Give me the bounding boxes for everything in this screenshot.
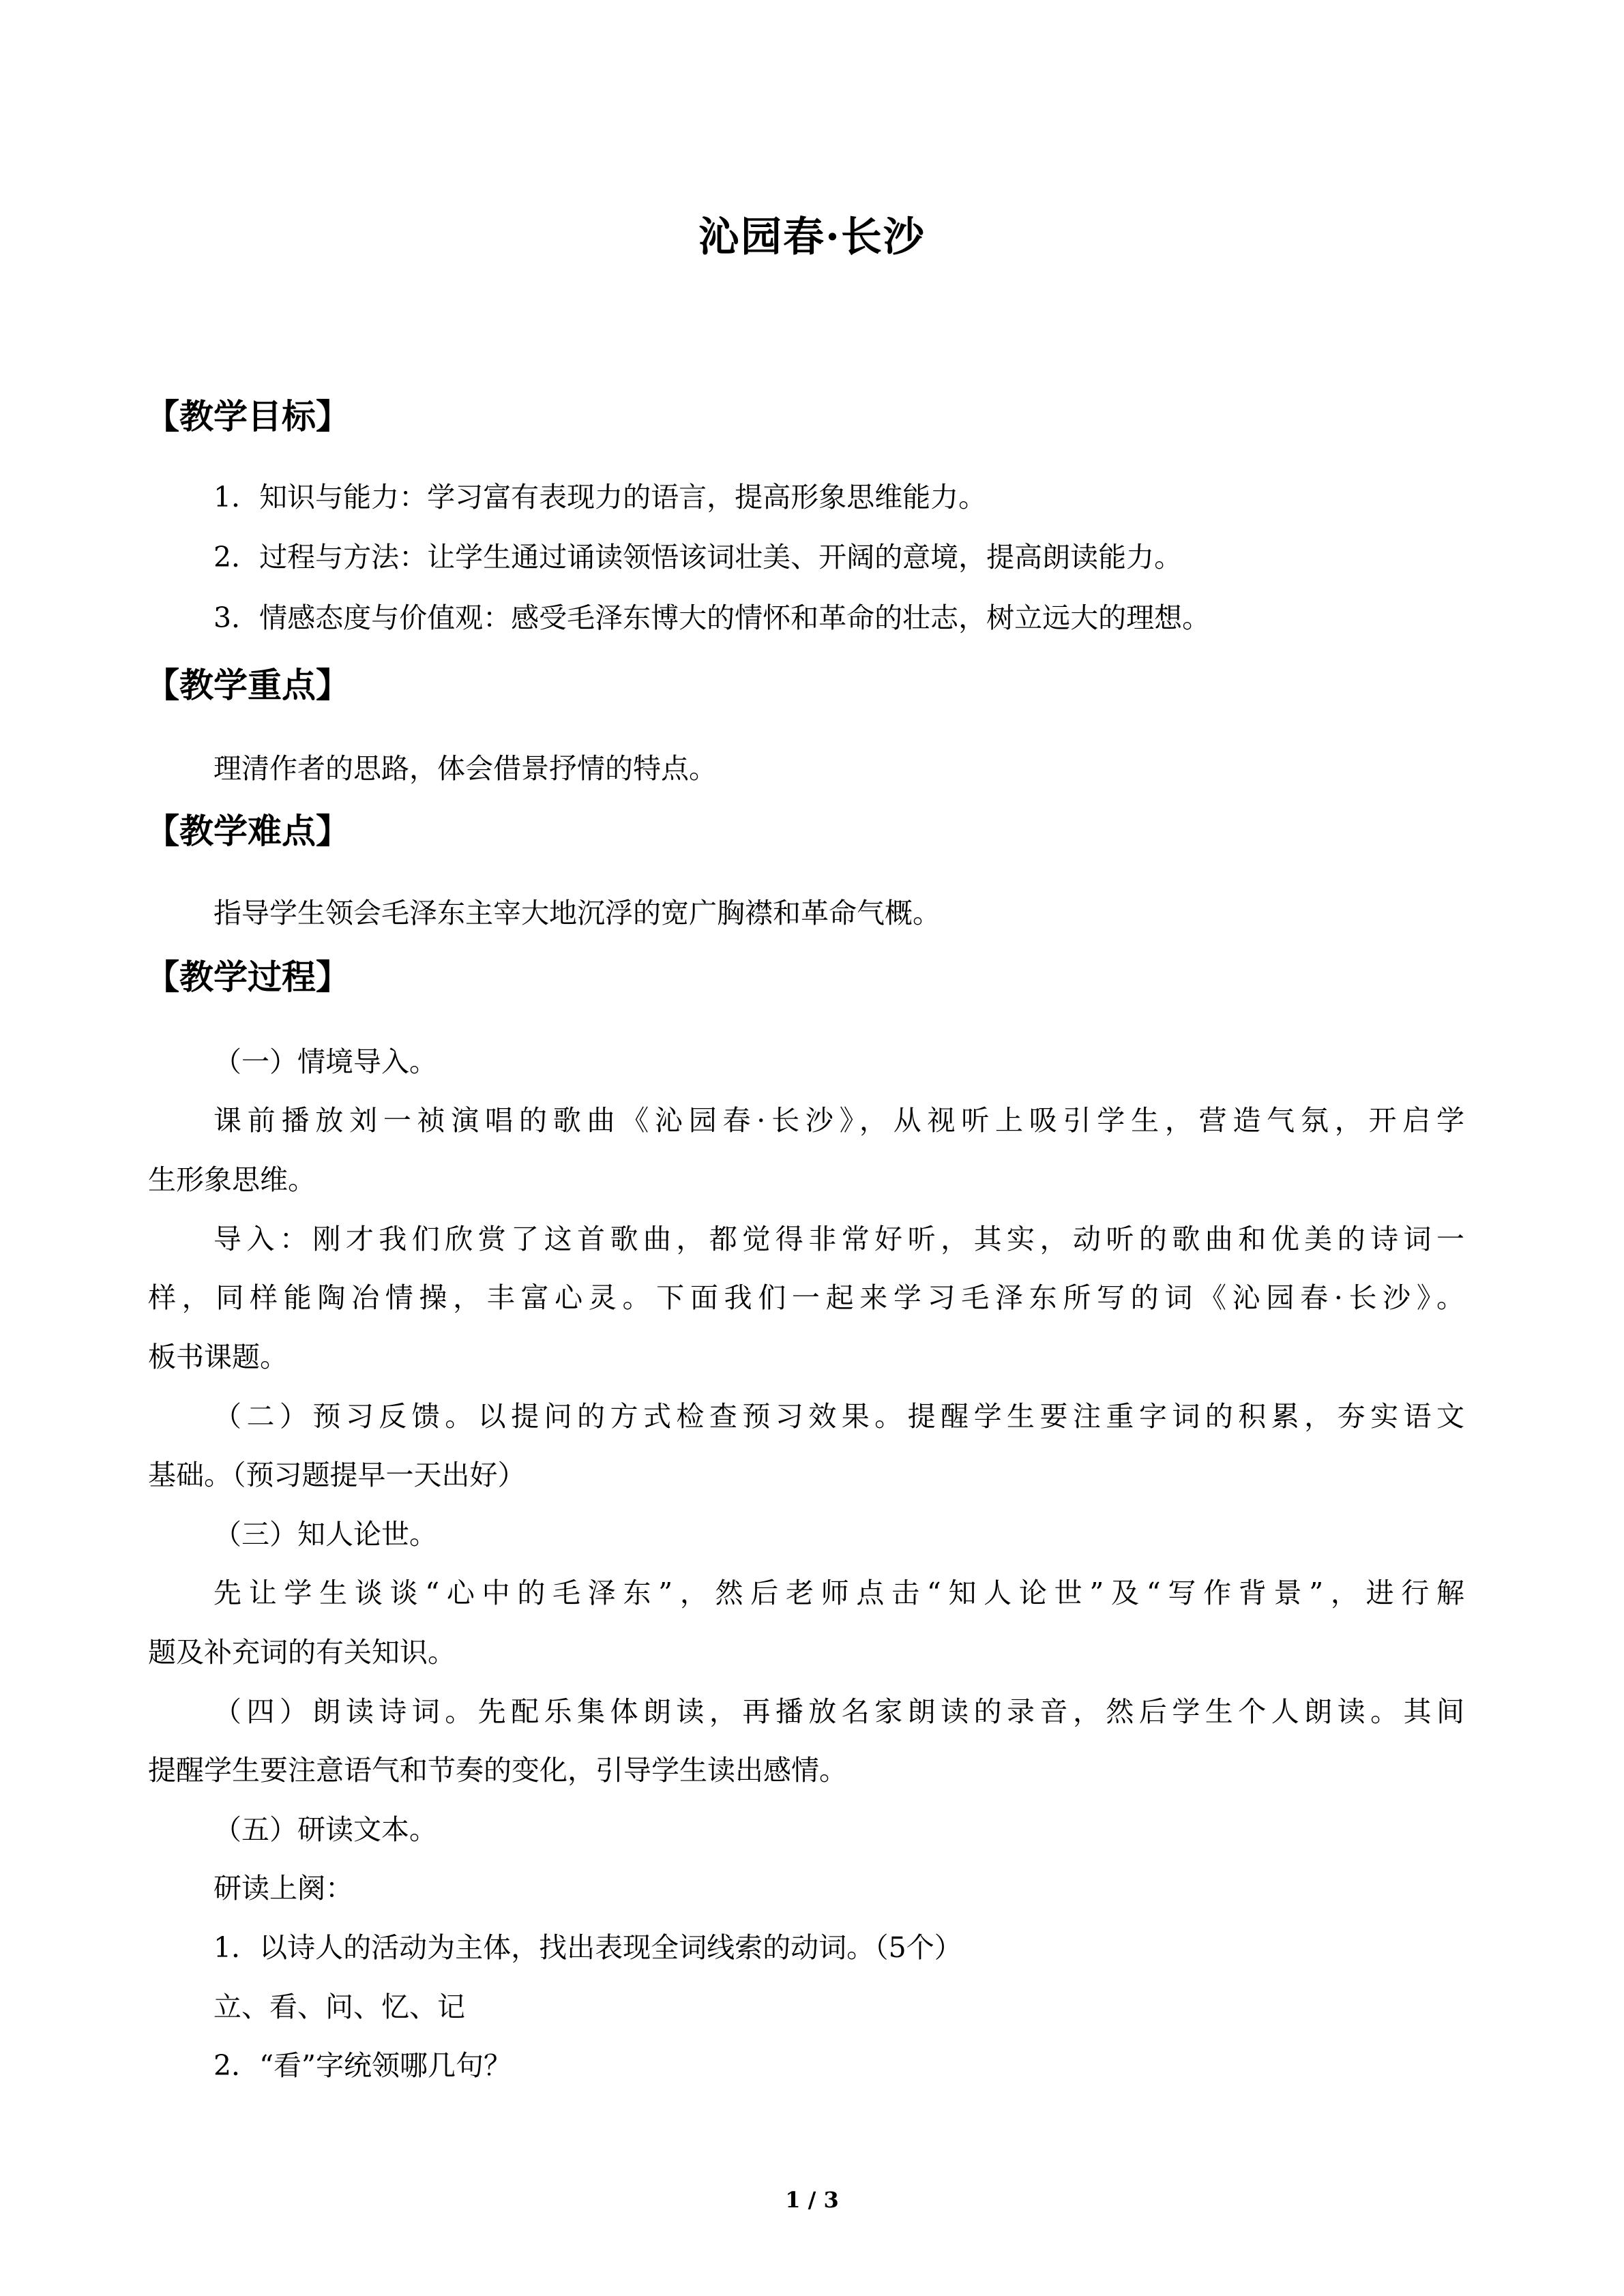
difficulties-text: 指导学生领会毛泽东主宰大地沉浮的宽广胸襟和革命气概。: [213, 897, 941, 929]
process-line: 2．“看”字统领哪几句？: [213, 2049, 512, 2082]
process-line: 研读上阕：: [213, 1872, 353, 1905]
section-heading-key-points: 【教学重点】: [145, 665, 350, 705]
page-number: 1 / 3: [785, 2187, 839, 2213]
process-line: 提醒学生要注意语气和节奏的变化，引导学生读出感情。: [148, 1754, 847, 1787]
section-heading-process: 【教学过程】: [145, 957, 350, 997]
process-line: （五）研读文本。: [213, 1813, 437, 1846]
process-line: 板书课题。: [148, 1341, 288, 1373]
process-line: 先让学生谈谈“心中的毛泽东”，然后老师点击“知人论世”及“写作背景”，进行解: [213, 1577, 1464, 1609]
process-line: 课前播放刘一祯演唱的歌曲《沁园春·长沙》，从视听上吸引学生，营造气氛，开启学: [213, 1104, 1464, 1137]
process-line: 样，同样能陶冶情操，丰富心灵。下面我们一起来学习毛泽东所写的词《沁园春·长沙》。: [148, 1281, 1464, 1314]
process-line: （一）情境导入。: [213, 1045, 437, 1078]
process-line: （二）预习反馈。以提问的方式检查预习效果。提醒学生要注重字词的积累，夯实语文: [213, 1400, 1464, 1433]
process-line: （三）知人论世。: [213, 1518, 437, 1551]
process-line: 1．以诗人的活动为主体，找出表现全词线索的动词。（5个）: [213, 1931, 962, 1964]
objective-item: 3．情感态度与价值观：感受毛泽东博大的情怀和革命的壮志，树立远大的理想。: [213, 601, 1211, 634]
key-points-text: 理清作者的思路，体会借景抒情的特点。: [213, 752, 717, 785]
process-line: 立、看、问、忆、记: [213, 1991, 465, 2023]
process-line: （四）朗读诗词。先配乐集体朗读，再播放名家朗读的录音，然后学生个人朗读。其间: [213, 1695, 1464, 1728]
objective-item: 1．知识与能力：学习富有表现力的语言，提高形象思维能力。: [213, 481, 987, 513]
objective-item: 2．过程与方法：让学生通过诵读领悟该词壮美、开阔的意境，提高朗读能力。: [213, 541, 1183, 573]
process-line: 基础。（预习题提早一天出好）: [148, 1459, 526, 1491]
process-line: 导入：刚才我们欣赏了这首歌曲，都觉得非常好听，其实，动听的歌曲和优美的诗词一: [213, 1223, 1464, 1255]
process-line: 题及补充词的有关知识。: [148, 1636, 456, 1669]
section-heading-difficulties: 【教学难点】: [145, 811, 350, 851]
page-title: 沁园春·长沙: [698, 213, 926, 261]
process-line: 生形象思维。: [148, 1163, 316, 1196]
section-heading-objectives: 【教学目标】: [145, 396, 350, 436]
